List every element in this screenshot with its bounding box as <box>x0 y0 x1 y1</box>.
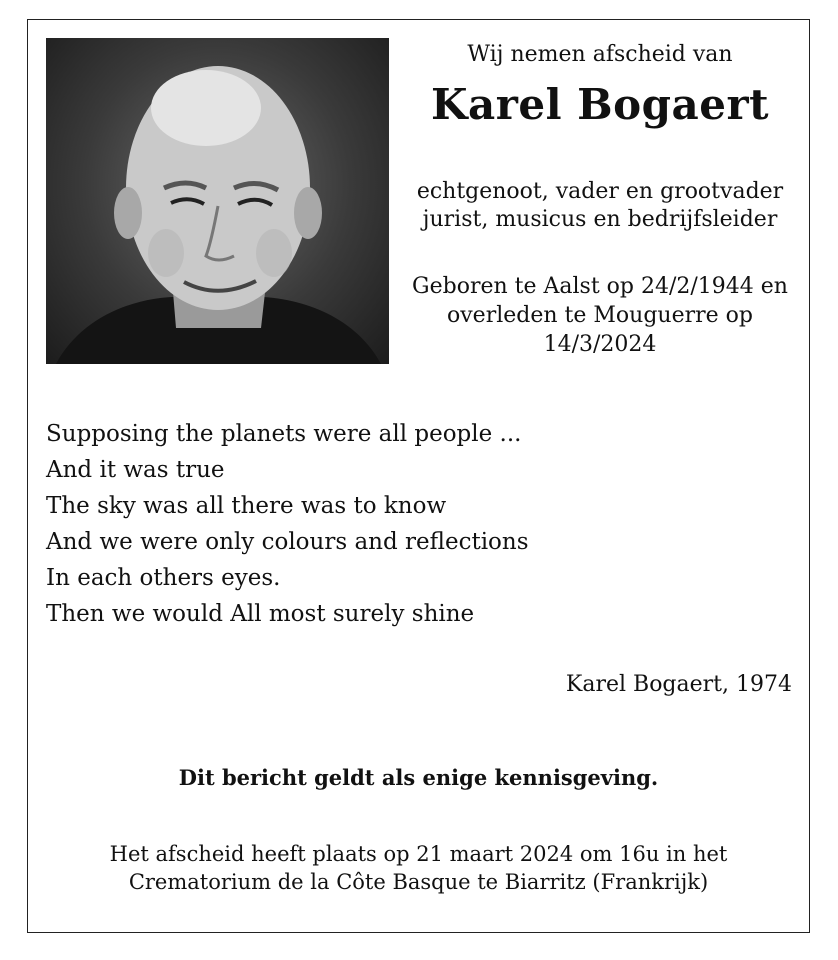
role-line: jurist, musicus en bedrijfsleider <box>422 207 778 232</box>
portrait-photo <box>46 38 389 364</box>
ceremony-line: Het afscheid heeft plaats op 21 maart 2024 om 16u in het <box>109 842 728 866</box>
dates-line: 14/3/2024 <box>543 332 657 357</box>
ceremony-info <box>28 840 809 896</box>
poem-line: And we were only colours and reflections <box>46 529 529 555</box>
portrait-illustration <box>46 38 389 364</box>
role-line: echtgenoot, vader en grootvader <box>416 179 784 204</box>
dates-line: overleden te Mouguerre op <box>447 303 753 328</box>
dates-block <box>403 272 797 359</box>
dates-line: Geboren te Aalst op 24/2/1944 en <box>412 274 788 299</box>
notice-text: Dit bericht geldt als enige kennisgeving. <box>178 765 659 790</box>
poem-line: The sky was all there was to know <box>46 493 447 519</box>
roles-block <box>403 178 797 234</box>
obituary-card <box>27 19 810 933</box>
poem-line: In each others eyes. <box>46 565 281 591</box>
poem-line: And it was true <box>46 457 225 483</box>
poem <box>46 416 766 632</box>
poem-signature: Karel Bogaert, 1974 <box>565 672 792 697</box>
poem-line: Then we would All most surely shine <box>46 601 475 627</box>
intro-text: Wij nemen afscheid van <box>467 42 733 67</box>
ceremony-line: Crematorium de la Côte Basque te Biarritz (Frankrijk) <box>128 870 709 894</box>
poem-line: Supposing the planets were all people ... <box>46 421 522 447</box>
deceased-name: Karel Bogaert <box>431 80 769 129</box>
